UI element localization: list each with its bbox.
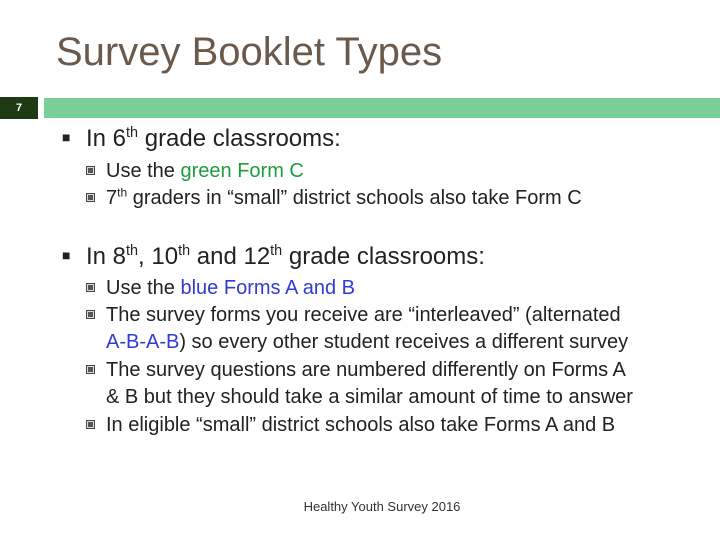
checkbox-bullet-icon: [86, 420, 95, 429]
checkbox-bullet-icon: [86, 283, 95, 292]
square-bullet-icon: ■: [62, 129, 71, 145]
header-band: [44, 98, 720, 118]
checkbox-bullet-icon: [86, 365, 95, 374]
section-heading-6th: ■ In 6th grade classrooms:: [62, 125, 341, 152]
checkbox-bullet-icon: [86, 310, 95, 319]
checkbox-bullet-icon: [86, 193, 95, 202]
section-heading-8th-10th-12th: ■ In 8th, 10th and 12th grade classrooms:: [62, 243, 485, 270]
slide-number: 7: [15, 102, 23, 114]
checkbox-bullet-icon: [86, 166, 95, 175]
square-bullet-icon: ■: [62, 247, 71, 263]
slide-title: Survey Booklet Types: [56, 30, 443, 74]
footer: Healthy Youth Survey 2016: [303, 499, 461, 514]
